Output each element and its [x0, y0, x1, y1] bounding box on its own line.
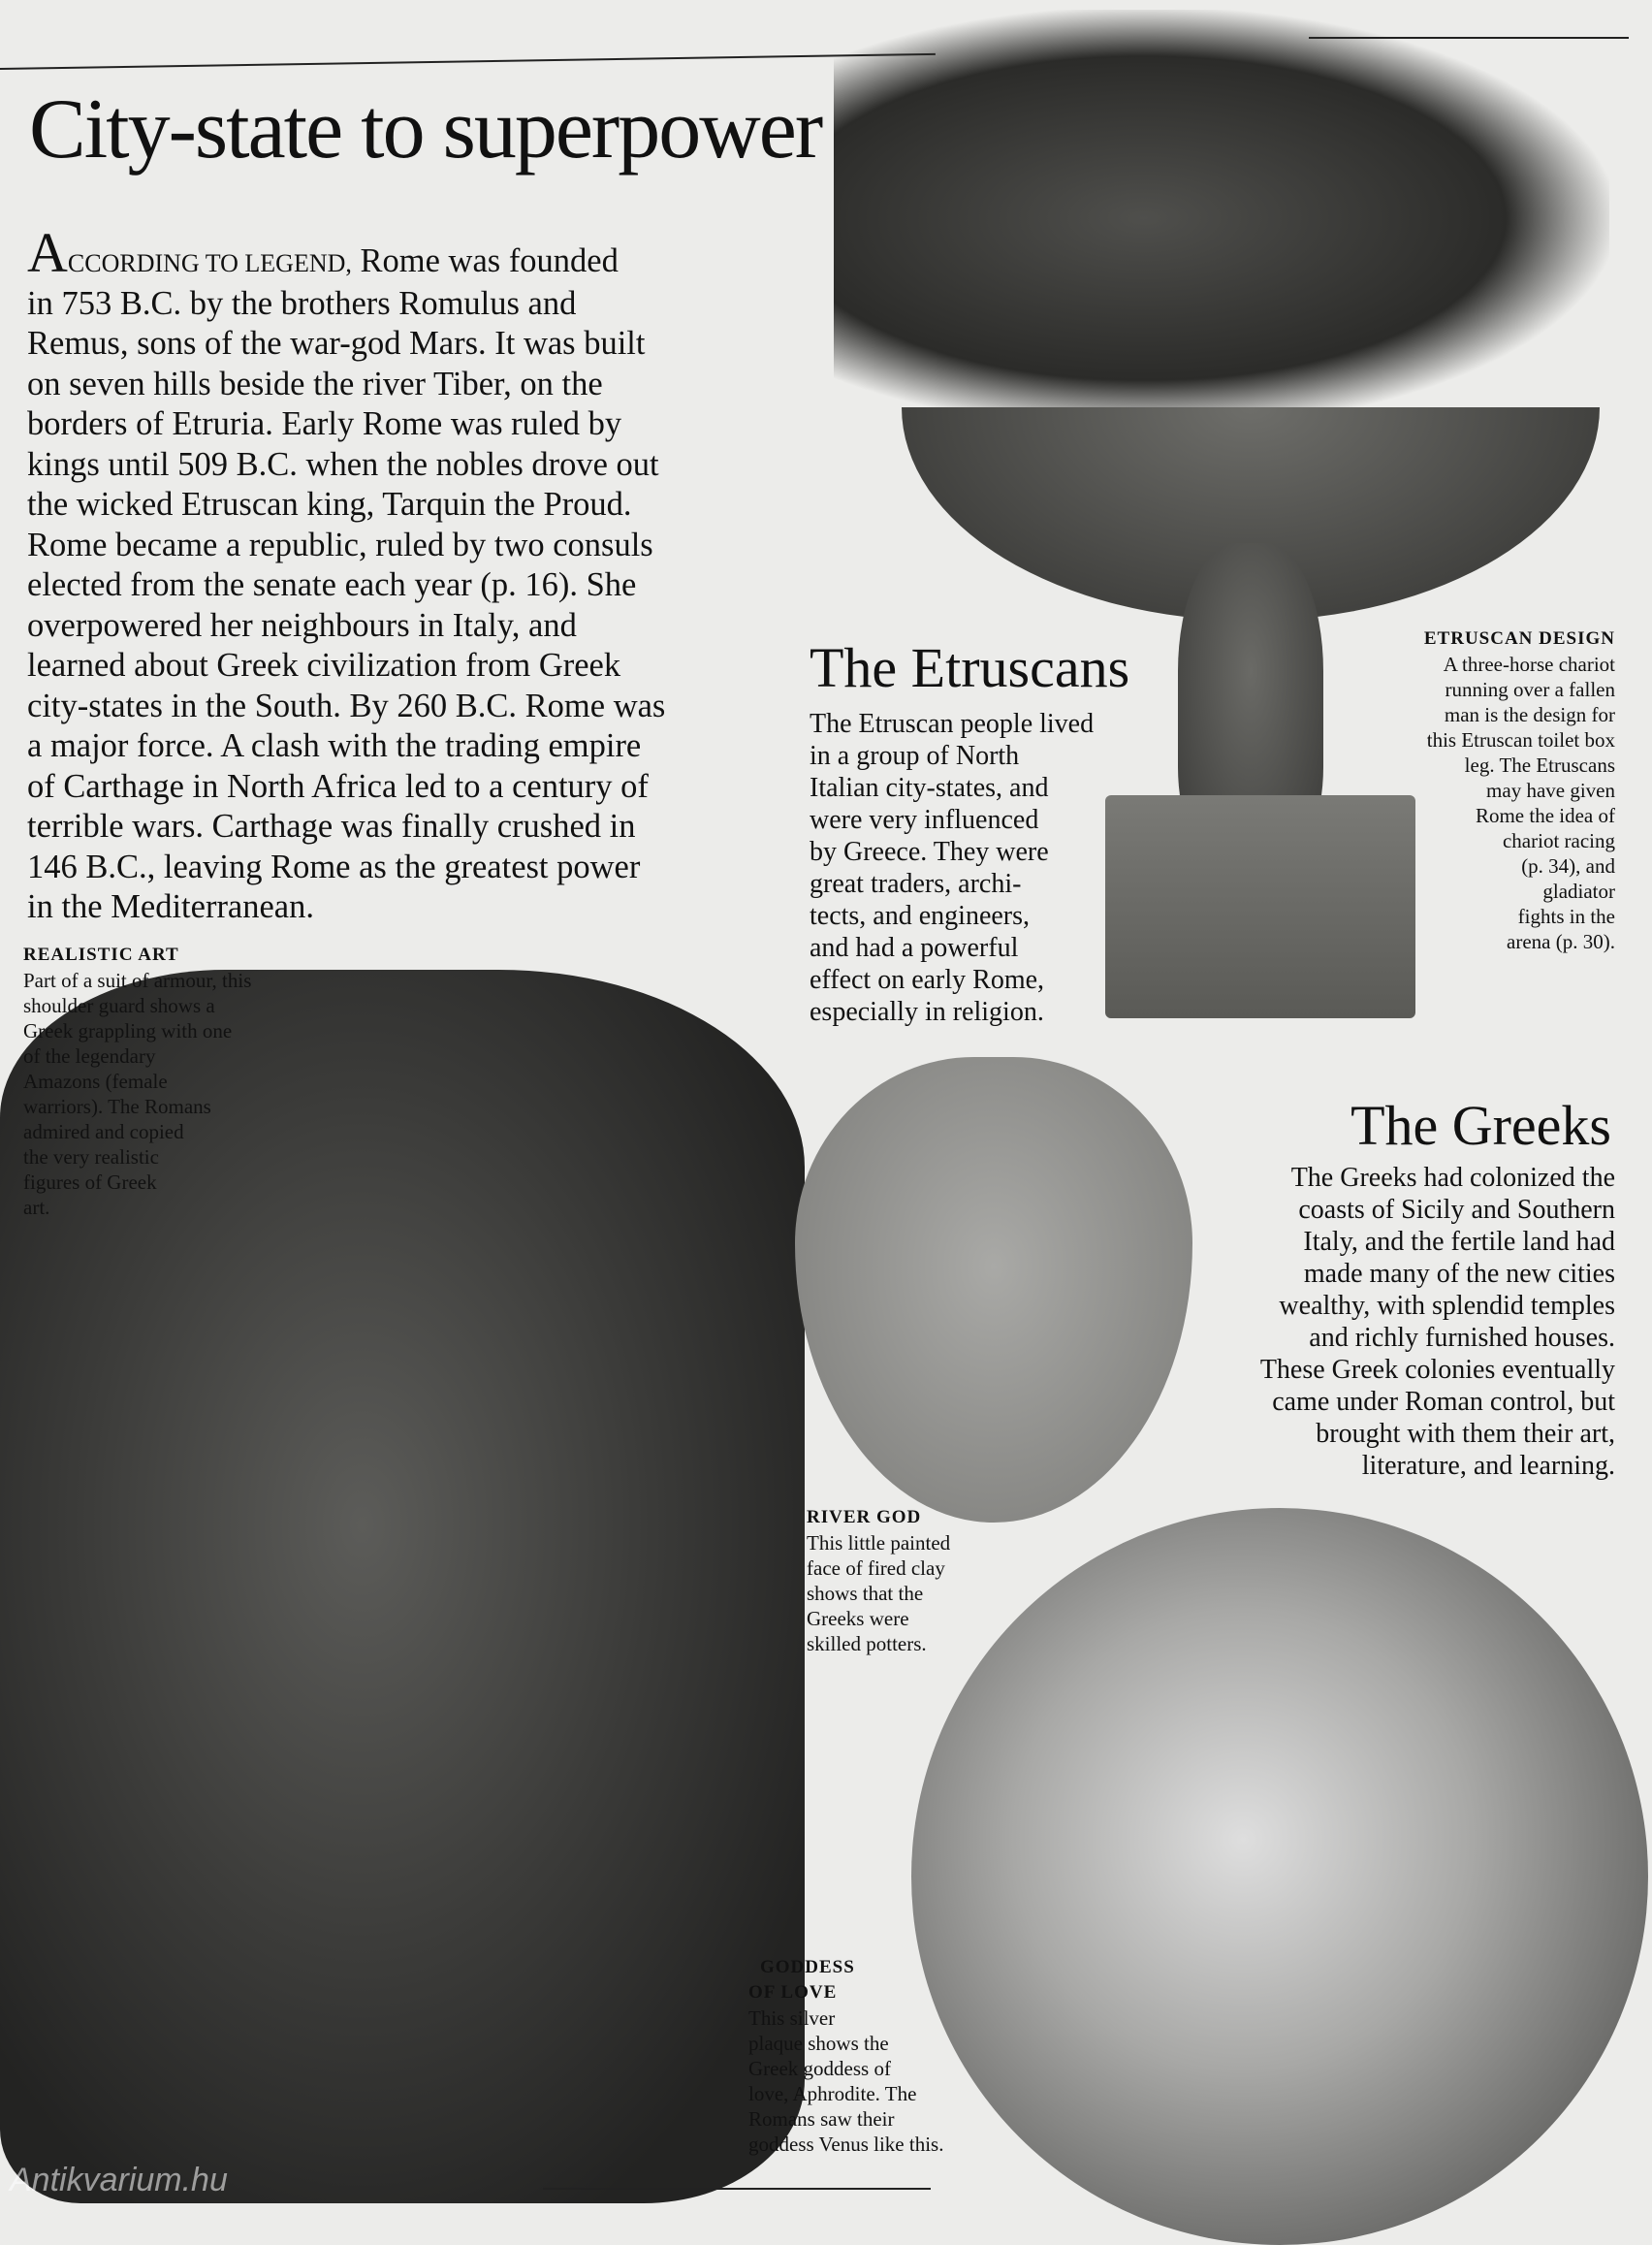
caption-line: man is the design for [1444, 703, 1615, 726]
caption-line: leg. The Etruscans [1464, 754, 1615, 777]
caption-line: fights in the [1517, 905, 1615, 928]
greeks-line: made many of the new cities [1303, 1259, 1615, 1289]
caption-line: arena (p. 30). [1507, 930, 1615, 953]
etruscans-body [810, 708, 1178, 1028]
realistic-art-caption [23, 943, 324, 1220]
etruscans-line: by Greece. They were [810, 837, 1049, 867]
goddess-of-love-caption [748, 1955, 1020, 2157]
caption-line: admired and copied [23, 1120, 184, 1143]
etruscans-line: effect on early Rome, [810, 965, 1045, 995]
caption-title: ETRUSCAN DESIGN [1423, 628, 1615, 649]
caption-line: plaque shows the [748, 2032, 889, 2055]
caption-line: face of fired clay [807, 1556, 945, 1580]
greeks-line: wealthy, with splendid temples [1279, 1291, 1615, 1321]
intro-line: elected from the senate each year (p. 16). She [27, 566, 637, 603]
caption-title: GODDESS [760, 1957, 855, 1977]
intro-line: overpowered her neighbours in Italy, and [27, 606, 577, 644]
caption-line: figures of Greek [23, 1171, 157, 1194]
caption-line: Romans saw their [748, 2107, 895, 2131]
caption-line: Greek grappling with one [23, 1019, 233, 1042]
intro-line: city-states in the South. By 260 B.C. Rome was [27, 687, 666, 724]
greeks-line: and richly furnished houses. [1309, 1323, 1615, 1353]
intro-smallcaps-lead: CCORDING TO LEGEND, [67, 249, 352, 277]
intro-line: in the Mediterranean. [27, 888, 314, 925]
caption-line: art. [23, 1196, 50, 1219]
greeks-line: literature, and learning. [1361, 1451, 1615, 1481]
caption-line: of the legendary [23, 1044, 156, 1068]
greeks-line: brought with them their art, [1316, 1419, 1615, 1449]
top-rule-left [0, 53, 936, 70]
caption-line: love, Aphrodite. The [748, 2082, 917, 2105]
greeks-line: These Greek colonies eventually [1259, 1355, 1615, 1385]
river-god-mask-image [795, 1057, 1192, 1523]
etruscans-line: The Etruscan people lived [810, 709, 1095, 739]
caption-line: Part of a suit of armour, this [23, 969, 252, 992]
caption-line: running over a fallen [1445, 678, 1615, 701]
caption-line: Greek goddess of [748, 2057, 891, 2080]
greeks-line: coasts of Sicily and Southern [1298, 1195, 1615, 1225]
caption-line: Greeks were [807, 1607, 909, 1630]
caption-line: Rome the idea of [1475, 804, 1615, 827]
caption-line: This silver [748, 2006, 836, 2030]
greeks-body [1150, 1162, 1615, 1482]
intro-line: kings until 509 B.C. when the nobles drove out [27, 445, 659, 483]
intro-line: terrible wars. Carthage was finally crushed in [27, 808, 636, 845]
etruscans-line: especially in religion. [810, 997, 1044, 1027]
caption-line: This little painted [807, 1531, 951, 1555]
chariot-group-image [834, 10, 1609, 427]
etruscan-design-caption [1324, 626, 1615, 954]
caption-line: shoulder guard shows a [23, 994, 215, 1017]
intro-line: on seven hills beside the river Tiber, on the [27, 365, 603, 402]
drop-cap: A [27, 221, 68, 284]
caption-title: OF LOVE [748, 1982, 838, 2003]
etruscans-line: and had a powerful [810, 933, 1019, 963]
page-title: City-state to superpower [29, 82, 822, 176]
caption-line: goddess Venus like this. [748, 2133, 944, 2156]
bottom-rule [543, 2188, 931, 2190]
intro-line: borders of Etruria. Early Rome was ruled by [27, 405, 622, 442]
caption-line: the very realistic [23, 1145, 159, 1169]
etruscans-line: were very influenced [810, 805, 1039, 835]
etruscans-heading: The Etruscans [810, 636, 1130, 699]
intro-line: Rome was founded [351, 242, 619, 279]
etruscans-line: Italian city-states, and [810, 773, 1049, 803]
caption-line: A three-horse chariot [1443, 653, 1615, 676]
intro-line: in 753 B.C. by the brothers Romulus and [27, 284, 577, 322]
intro-paragraph [27, 221, 803, 928]
river-god-caption [807, 1505, 1039, 1656]
greeks-heading: The Greeks [1350, 1094, 1611, 1157]
caption-line: this Etruscan toilet box [1426, 728, 1615, 752]
etruscans-line: tects, and engineers, [810, 901, 1031, 931]
intro-line: of Carthage in North Africa led to a century of [27, 767, 649, 805]
caption-title: REALISTIC ART [23, 945, 179, 965]
intro-line: Remus, sons of the war-god Mars. It was built [27, 325, 646, 362]
caption-line: Amazons (female [23, 1070, 168, 1093]
caption-line: may have given [1486, 779, 1615, 802]
etruscans-line: great traders, archi- [810, 869, 1022, 899]
intro-line: 146 B.C., leaving Rome as the greatest power [27, 848, 641, 885]
greeks-line: came under Roman control, but [1272, 1387, 1615, 1417]
caption-line: chariot racing [1502, 829, 1615, 852]
caption-line: shows that the [807, 1582, 924, 1605]
greeks-line: The Greeks had colonized the [1290, 1163, 1615, 1193]
caption-title: RIVER GOD [807, 1507, 922, 1527]
etruscans-line: in a group of North [810, 741, 1020, 771]
watermark: Antikvarium.hu [10, 2162, 228, 2198]
caption-line: gladiator [1542, 880, 1615, 903]
greeks-line: Italy, and the fertile land had [1303, 1227, 1615, 1257]
intro-line: the wicked Etruscan king, Tarquin the Proud. [27, 486, 632, 523]
intro-line: a major force. A clash with the trading empire [27, 727, 642, 764]
caption-line: (p. 34), and [1521, 854, 1615, 878]
caption-line: warriors). The Romans [23, 1095, 211, 1118]
caption-line: skilled potters. [807, 1632, 927, 1655]
intro-line: learned about Greek civilization from Greek [27, 647, 621, 684]
intro-line: Rome became a republic, ruled by two consuls [27, 526, 653, 563]
